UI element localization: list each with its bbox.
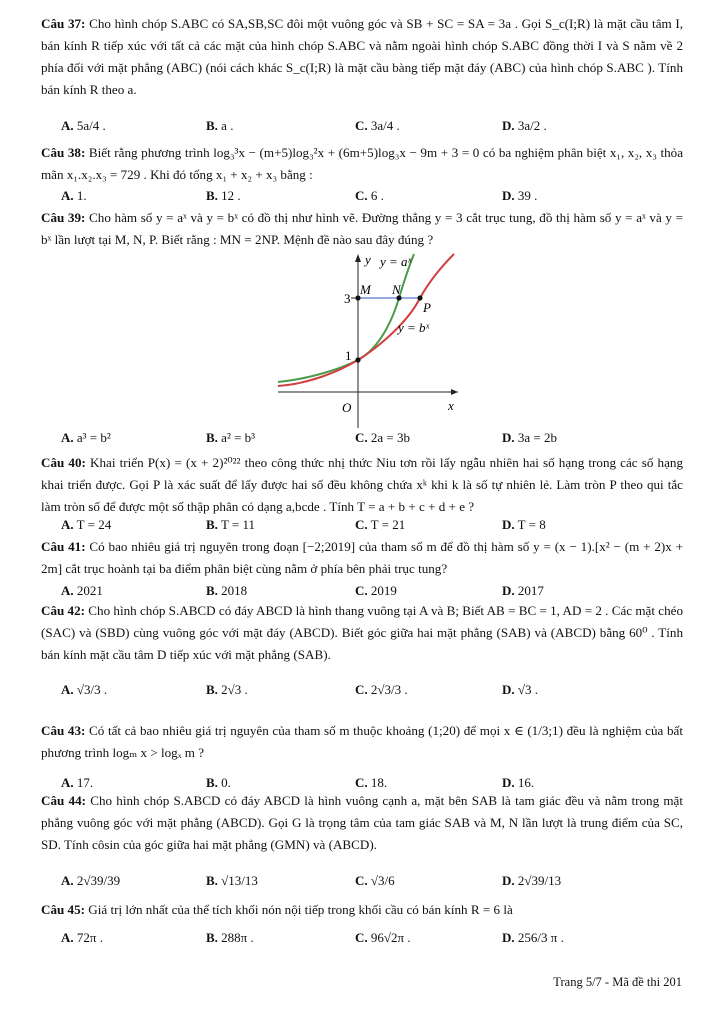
question-43 — [41, 720, 683, 764]
option-c[interactable]: C. 96√2π . — [355, 930, 411, 945]
question-44-head: Câu 44: — [41, 793, 86, 808]
label-p: P — [423, 300, 431, 315]
question-42-options — [61, 682, 681, 706]
question-45-text: Giá trị lớn nhất của thể tích khối nón nội tiếp trong khối cầu có bán kính R = 6 là — [88, 902, 513, 917]
question-40 — [41, 452, 683, 518]
option-d[interactable]: D. √3 . — [502, 682, 539, 697]
question-41-text: Có bao nhiêu giá trị nguyên trong đoạn [−2;2019] của tham số m để đồ thị hàm số y = (x − 1).[x² − (m + 2)x + 2m] cắt trục hoành tại ba điểm phân biệt cùng nằm ở phía bên phải trục tung? — [41, 539, 683, 576]
question-39 — [41, 207, 683, 251]
question-37-text: Cho hình chóp S.ABC có SA,SB,SC đôi một vuông góc và SB + SC = SA = 3a . Gọi S_c(I;R) là mặt cầu tâm I, bán kính R tiếp xúc với tất cả các mặt của hình chóp S.ABC và nằm ngoài hình chóp S.ABC đồng thời I và S nằm về 2 phía đối với mặt phẳng (ABC) (nói cách khác S_c(I;R) là mặt cầu bàng tiếp mặt đáy (ABC) của hình chóp S.ABC ). Tính bán kính R theo a. — [41, 16, 683, 97]
option-a[interactable]: A. 2√39/39 — [61, 873, 121, 888]
option-b[interactable]: B. 2018 — [206, 583, 248, 598]
question-42-text: Cho hình chóp S.ABCD có đáy ABCD là hình thang vuông tại A và B; Biết AB = BC = 1, AD = 2 . Các mặt chéo (SAC) và (SBD) cùng vuông góc với mặt đáy (ABCD). Biết góc giữa hai mặt phẳng (SAB) và (ABCD) bằng 60⁰ . Tính bán kính mặt cầu tâm D tiếp xúc với mặt phẳng (SAB). — [41, 603, 683, 662]
option-a[interactable]: A. 5a/4 . — [61, 118, 106, 133]
question-38 — [41, 142, 683, 186]
option-c[interactable]: C. 3a/4 . — [355, 118, 400, 133]
label-1: 1 — [345, 348, 352, 363]
question-39-head: Câu 39: — [41, 210, 86, 225]
question-41 — [41, 536, 683, 580]
option-d[interactable]: D. T = 8 — [502, 517, 546, 532]
option-b[interactable]: B. a² = b³ — [206, 430, 256, 445]
question-40-text: Khai triển P(x) = (x + 2)²⁰²² theo công thức nhị thức Niu tơn rồi lấy ngẫu nhiên hai số hạng trong các số hạng khai triển được. Gọi P là xác suất để lấy được hai số đều không chứa xᵏ khi k là số tự nhiên lẻ. Làm tròn P theo qui tắc làm tròn số để được một số thập phân có dạng a,bcde . Tính T = a + b + c + d + e ? — [41, 455, 683, 514]
option-c[interactable]: C. 18. — [355, 775, 388, 790]
option-a[interactable]: A. 72π . — [61, 930, 103, 945]
question-40-head: Câu 40: — [41, 455, 86, 470]
option-d[interactable]: D. 2017 — [502, 583, 544, 598]
option-b[interactable]: B. 2√3 . — [206, 682, 248, 697]
option-d[interactable]: D. 256/3 π . — [502, 930, 564, 945]
exponential-graph — [268, 250, 464, 430]
question-45 — [41, 899, 683, 921]
question-37 — [41, 13, 683, 101]
x-axis-arrow — [451, 389, 458, 395]
option-c[interactable]: C. 2√3/3 . — [355, 682, 408, 697]
option-b[interactable]: B. T = 11 — [206, 517, 255, 532]
point-1 — [355, 357, 360, 362]
option-a[interactable]: A. 2021 — [61, 583, 103, 598]
option-b[interactable]: B. 0. — [206, 775, 231, 790]
question-39-text: Cho hàm số y = aˣ và y = bˣ có đồ thị như hình vẽ. Đường thẳng y = 3 cắt trục tung, đồ thị hàm số y = aˣ và y = bˣ lần lượt tại M, N, P. Biết rằng : MN = 2NP. Mệnh đề nào sau đây đúng ? — [41, 210, 684, 247]
option-d[interactable]: D. 2√39/13 — [502, 873, 562, 888]
y-axis-arrow — [355, 254, 361, 262]
label-curve-b: y = bˣ — [398, 320, 430, 335]
label-y-axis: y — [365, 252, 371, 267]
question-44 — [41, 790, 683, 856]
option-a[interactable]: A. a³ = b² — [61, 430, 111, 445]
label-curve-a: y = aˣ — [380, 254, 412, 269]
option-a[interactable]: A. 1. — [61, 188, 87, 203]
question-45-options — [61, 930, 681, 954]
question-42-head: Câu 42: — [41, 603, 86, 618]
option-d[interactable]: D. 3a/2 . — [502, 118, 547, 133]
question-37-options — [61, 118, 681, 142]
option-d[interactable]: D. 39 . — [502, 188, 538, 203]
label-x-axis: x — [448, 398, 454, 413]
option-a[interactable]: A. 17. — [61, 775, 94, 790]
label-origin: O — [342, 400, 352, 415]
question-39-options — [61, 430, 681, 454]
option-b[interactable]: B. a . — [206, 118, 234, 133]
question-37-head: Câu 37: — [41, 16, 86, 31]
question-38-text: Biết rằng phương trình log₃³x − (m+5)log₃²x + (6m+5)log₃x − 9m + 3 = 0 có ba nghiệm phân biệt x₁, x₂, x₃ thỏa mãn x₁.x₂.x₃ = 729 . Khi đó tổng x₁ + x₂ + x₃ bằng : — [41, 145, 684, 182]
option-a[interactable]: A. √3/3 . — [61, 682, 108, 697]
option-c[interactable]: C. √3/6 — [355, 873, 395, 888]
label-3: 3 — [344, 291, 351, 306]
question-45-head: Câu 45: — [41, 902, 86, 917]
question-42 — [41, 600, 683, 666]
question-38-head: Câu 38: — [41, 145, 86, 160]
question-43-text: Có tất cả bao nhiêu giá trị nguyên của tham số m thuộc khoảng (1;20) để mọi x ∈ (1/3;1) đều là nghiệm của bất phương trình logₘ x > logₓ m ? — [41, 723, 683, 760]
option-a[interactable]: A. T = 24 — [61, 517, 112, 532]
option-d[interactable]: D. 16. — [502, 775, 535, 790]
question-43-head: Câu 43: — [41, 723, 86, 738]
option-b[interactable]: B. 12 . — [206, 188, 241, 203]
question-44-options — [61, 873, 681, 897]
option-c[interactable]: C. 6 . — [355, 188, 384, 203]
option-c[interactable]: C. T = 21 — [355, 517, 406, 532]
option-d[interactable]: D. 3a = 2b — [502, 430, 557, 445]
point-p — [417, 295, 422, 300]
option-b[interactable]: B. √13/13 — [206, 873, 258, 888]
question-41-head: Câu 41: — [41, 539, 86, 554]
question-44-text: Cho hình chóp S.ABCD có đáy ABCD là hình vuông cạnh a, mặt bên SAB là tam giác đều và nằm trong mặt phẳng vuông góc với mặt phẳng (ABCD). Gọi G là trọng tâm của tam giác SAB và M, N lần lượt là trung điểm của SC, SD. Tính côsin của góc giữa hai mặt phẳng (GMN) và (ABCD). — [41, 793, 683, 852]
label-n: N — [392, 282, 401, 297]
page-footer: Trang 5/7 - Mã đề thi 201 — [553, 975, 682, 989]
label-m: M — [360, 282, 371, 297]
option-b[interactable]: B. 288π . — [206, 930, 254, 945]
option-c[interactable]: C. 2a = 3b — [355, 430, 410, 445]
option-c[interactable]: C. 2019 — [355, 583, 397, 598]
